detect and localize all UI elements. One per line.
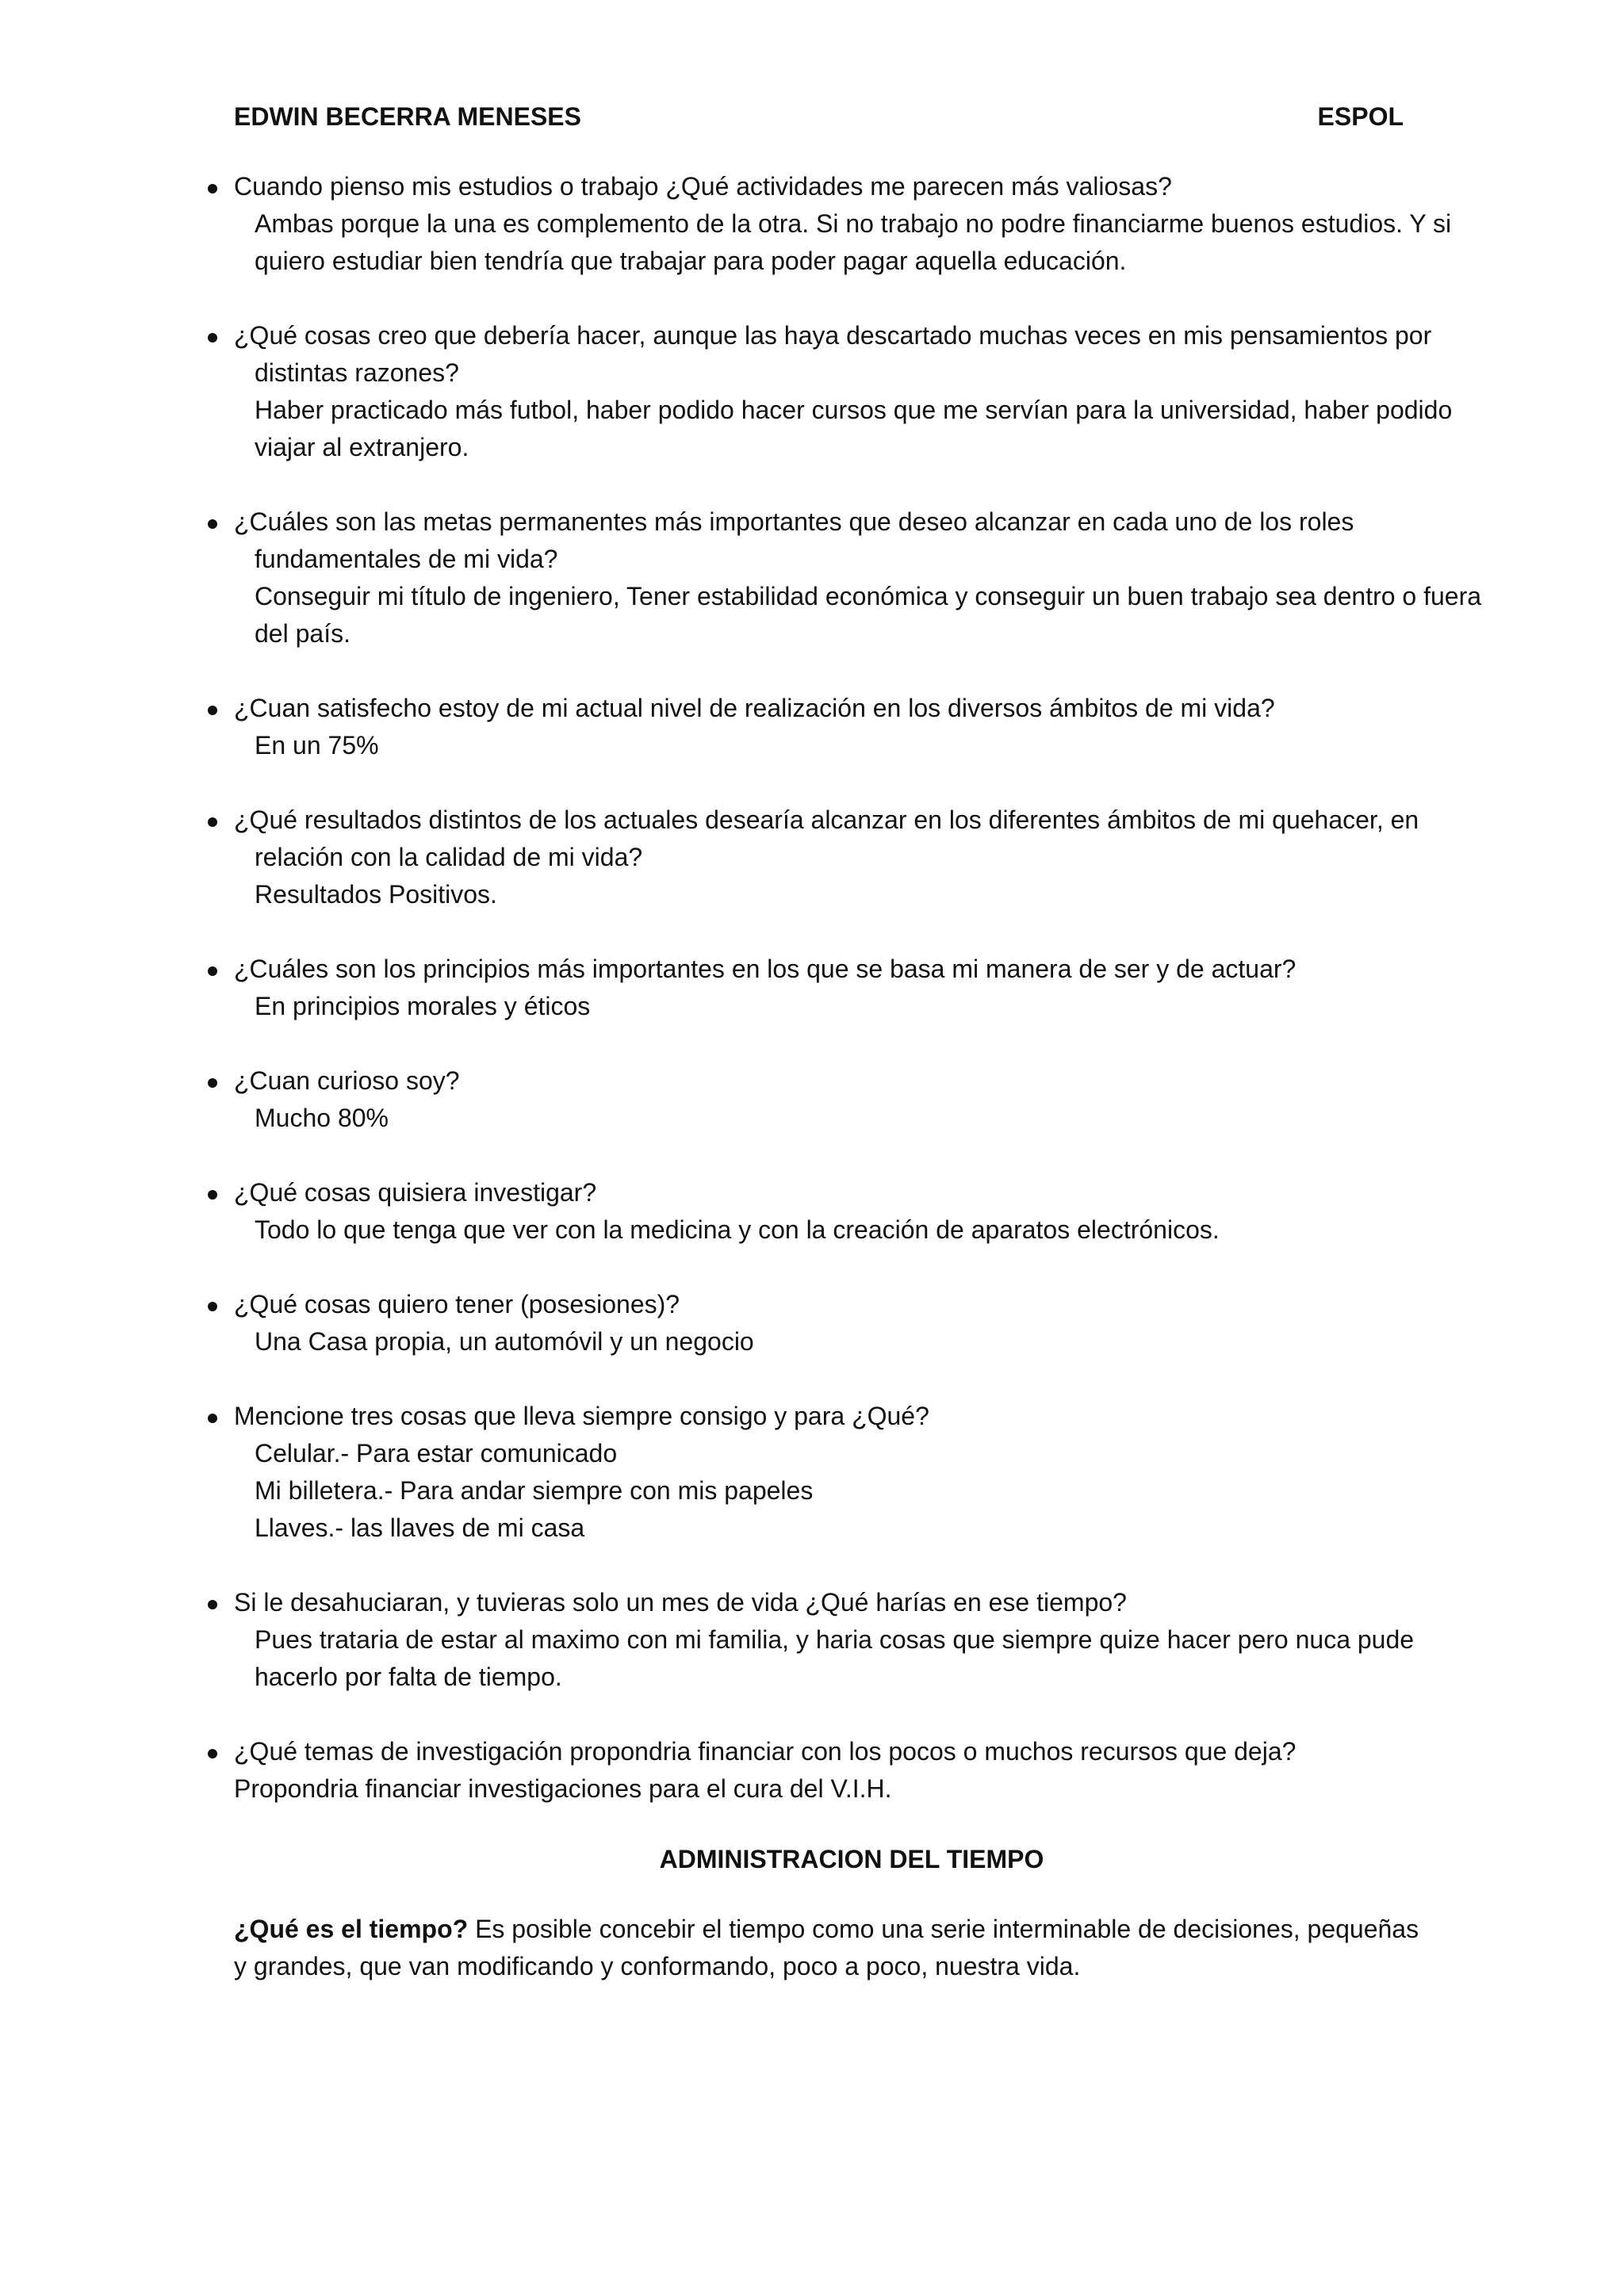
question-text: ¿Qué cosas quiero tener (posesiones)? xyxy=(234,1290,680,1318)
answer-text xyxy=(255,1323,1488,1360)
bullet-icon xyxy=(208,1190,217,1200)
question-text: ¿Qué resultados distintos de los actuales desearía alcanzar en los diferentes ámbitos de mi quehacer, en relación con la calidad de mi vida? xyxy=(234,806,1419,871)
list-item xyxy=(0,1733,1624,1808)
answer-line: Todo lo que tenga que ver con la medicina y con la creación de aparatos electrónicos. xyxy=(255,1215,1220,1244)
bullet-icon xyxy=(208,333,217,342)
answer-text xyxy=(255,988,1488,1025)
answer-line: Propondria financiar investigaciones para el cura del V.I.H. xyxy=(234,1774,892,1803)
answer-line: En principios morales y éticos xyxy=(255,992,591,1020)
question-text: ¿Qué cosas creo que debería hacer, aunque las haya descartado muchas veces en mis pensamientos por distintas razones? xyxy=(234,321,1432,387)
answer-text xyxy=(255,1211,1488,1249)
list-item xyxy=(0,802,1624,913)
bullet-icon xyxy=(208,1302,217,1311)
question-text: ¿Qué temas de investigación propondria financiar con los pocos o muchos recursos que deja? xyxy=(234,1737,1297,1766)
bullet-icon xyxy=(208,817,217,827)
question-text: Si le desahuciaran, y tuvieras solo un mes de vida ¿Qué harías en ese tiempo? xyxy=(234,1588,1127,1617)
answer-line: Mucho 80% xyxy=(255,1104,389,1132)
question-text: Mencione tres cosas que lleva siempre consigo y para ¿Qué? xyxy=(234,1402,929,1430)
answer-line: Ambas porque la una es complemento de la otra. Si no trabajo no podre financiarme buenos estudios. Y si quiero estudiar bien tendría que trabajar para poder pagar aquella educación. xyxy=(255,209,1452,275)
answer-text xyxy=(255,876,1488,913)
bullet-icon xyxy=(208,184,217,193)
answer-line: Una Casa propia, un automóvil y un negocio xyxy=(255,1327,754,1356)
answer-text xyxy=(255,1621,1488,1696)
bullet-icon xyxy=(208,1600,217,1609)
answer-text xyxy=(255,1435,1488,1547)
list-item xyxy=(0,951,1624,1025)
answer-text xyxy=(255,578,1488,652)
list-item xyxy=(0,1174,1624,1249)
list-item xyxy=(0,1584,1624,1696)
answer-line: Llaves.- las llaves de mi casa xyxy=(255,1513,585,1542)
list-item xyxy=(0,690,1624,764)
list-item xyxy=(0,1286,1624,1360)
answer-line: Pues trataria de estar al maximo con mi familia, y haria cosas que siempre quize hacer pero nuca pude hacerlo por falta de tiempo. xyxy=(255,1625,1415,1691)
answer-text xyxy=(234,1770,1467,1808)
bullet-icon xyxy=(208,1078,217,1088)
section-heading: ADMINISTRACION DEL TIEMPO xyxy=(659,1845,1044,1873)
question-text: ¿Cuan curioso soy? xyxy=(234,1066,460,1095)
list-item xyxy=(0,168,1624,280)
closing-paragraph xyxy=(234,1911,1423,1985)
answer-line: En un 75% xyxy=(255,731,379,760)
question-text: ¿Cuáles son las metas permanentes más importantes que deseo alcanzar en cada uno de los roles fundamentales de mi vida? xyxy=(234,507,1354,573)
bullet-icon xyxy=(208,706,217,715)
list-item xyxy=(0,1398,1624,1547)
answer-line: Conseguir mi título de ingeniero, Tener estabilidad económica y conseguir un buen trabajo sea dentro o fuera del país. xyxy=(255,582,1482,648)
question-text: ¿Cuan satisfecho estoy de mi actual nivel de realización en los diversos ámbitos de mi vida? xyxy=(234,694,1275,722)
answer-text xyxy=(255,392,1488,466)
bullet-icon xyxy=(208,1414,217,1423)
answer-text xyxy=(255,1100,1488,1137)
closing-text: Es posible concebir el tiempo como una serie interminable de decisiones, pequeñas y grandes, que van modificando y conformando, poco a poco, nuestra vida. xyxy=(234,1915,1419,1980)
closing-term: ¿Qué es el tiempo? xyxy=(234,1915,469,1943)
answer-line: Mi billetera.- Para andar siempre con mis papeles xyxy=(255,1476,814,1505)
answer-text xyxy=(255,727,1488,764)
institution-name: ESPOL xyxy=(1317,102,1404,131)
question-text: ¿Cuáles son los principios más importantes en los que se basa mi manera de ser y de actuar? xyxy=(234,955,1297,983)
question-text: Cuando pienso mis estudios o trabajo ¿Qué actividades me parecen más valiosas? xyxy=(234,172,1172,201)
list-item xyxy=(0,1062,1624,1137)
question-text: ¿Qué cosas quisiera investigar? xyxy=(234,1178,597,1207)
bullet-icon xyxy=(208,966,217,976)
answer-line: Haber practicado más futbol, haber podido hacer cursos que me servían para la universidad, haber podido viajar al extranjero. xyxy=(255,396,1453,461)
author-name: EDWIN BECERRA MENESES xyxy=(234,102,581,131)
answer-line: Resultados Positivos. xyxy=(255,880,497,909)
bullet-icon xyxy=(208,1749,217,1758)
question-list xyxy=(0,168,1624,1845)
list-item xyxy=(0,503,1624,652)
list-item xyxy=(0,317,1624,466)
bullet-icon xyxy=(208,519,217,529)
answer-line: Celular.- Para estar comunicado xyxy=(255,1439,618,1468)
answer-text xyxy=(255,205,1488,280)
